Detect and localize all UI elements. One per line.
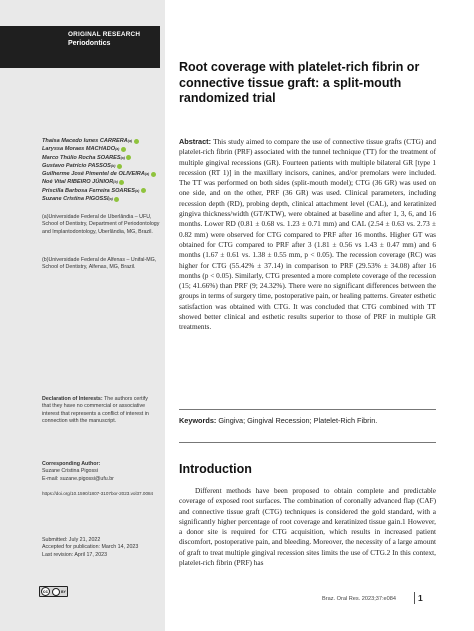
declaration-text: The authors certify that they have no commercial or associative interest that represents a conflict of interest in connection with the manuscript. <box>42 396 149 425</box>
orcid-icon[interactable] <box>151 172 156 177</box>
article-dates <box>42 537 160 559</box>
author-list <box>42 137 162 203</box>
abstract-label: Abstract: <box>179 137 212 146</box>
author-name: Priscilla Barbosa Ferreira SOARES <box>42 187 135 194</box>
author-item <box>42 170 162 178</box>
author-item <box>42 154 162 162</box>
orcid-icon[interactable] <box>119 180 124 185</box>
author-affiliation-marker: (b) <box>113 180 118 185</box>
orcid-icon[interactable] <box>126 155 131 160</box>
category-tab <box>0 26 160 68</box>
journal-citation: Braz. Oral Res. 2023;37:e084 <box>322 596 397 602</box>
author-affiliation-marker: (a) <box>134 188 140 193</box>
accepted-date: Accepted for publication: March 14, 2023 <box>42 544 139 551</box>
author-name: Laryssa Moraes MACHADO <box>42 146 116 153</box>
category-subject: Periodontics <box>68 40 111 47</box>
keywords-text: Gingiva; Gingival Recession; Platelet-Rich Fibrin. <box>216 416 378 425</box>
author-affiliation-marker: (a) <box>108 197 113 202</box>
article-title: Root coverage with platelet-rich fibrin or connective tissue graft: a split-mouth randomized trial <box>179 60 420 105</box>
cc-circle-icon: cc <box>42 589 48 594</box>
author-affiliation-marker: (a) <box>115 147 120 152</box>
author-name: Suzane Cristina PIGOSSI <box>42 196 109 203</box>
author-item <box>42 178 162 186</box>
author-item <box>42 137 162 145</box>
author-item <box>42 187 162 195</box>
introduction-text: Different methods have been proposed to obtain complete and predictable coverage of exposed root surfaces. The combination of coronally advanced flap (CAF) and connective tissue graft (CTG) techniques is considered the gold standard, with a significantly higher percentage of root coverage and keratinized tissue gain.1 However, a donor site is required for CTG acquisition, which results in increased patient discomfort, postoperative pain, and bleeding. Moreover, the necessity of a large amount of graft to treat multiple gingival recession sites limits the use of CTG.2 In this context, platelet-rich fibrin (PRF) has <box>179 486 436 568</box>
author-name: Guilherme José Pimentel de OLIVEIRA <box>42 171 145 178</box>
author-item <box>42 162 162 170</box>
author-affiliation-marker: (b) <box>110 163 116 168</box>
person-icon <box>52 588 60 596</box>
submitted-date: Submitted: July 21, 2022 <box>42 537 101 543</box>
author-name: Thaisa Macedo Iunes CARRERA <box>42 138 128 144</box>
orcid-icon[interactable] <box>121 147 126 152</box>
orcid-icon[interactable] <box>114 197 119 202</box>
divider <box>414 592 415 604</box>
corresponding-name: Suzane Cristina Pigossi <box>42 468 98 475</box>
keywords-label: Keywords: <box>179 416 217 425</box>
author-affiliation-marker: (a) <box>120 155 125 160</box>
declaration-label: Declaration of Interests: <box>42 396 103 402</box>
author-name: Noé Vital RIBEIRO JÚNIOR <box>42 179 114 186</box>
by-label: BY <box>61 589 66 594</box>
author-name: Gustavo Patrício PASSOS <box>42 162 111 169</box>
keywords <box>179 416 436 425</box>
divider <box>179 442 436 443</box>
introduction-heading: Introduction <box>179 462 252 476</box>
cc-by-icon[interactable] <box>39 586 68 597</box>
orcid-icon[interactable] <box>141 188 146 193</box>
author-affiliation-marker: (a) <box>144 172 150 177</box>
doi-link[interactable]: https://doi.org/10.1590/1807-3107bor-2023.vol37.0084 <box>42 491 154 496</box>
author-affiliation-marker: (a) <box>127 139 133 143</box>
corresponding-label: Corresponding Author: <box>42 461 101 467</box>
declaration-of-interests <box>42 396 158 426</box>
affiliation-b: (b)Universidade Federal de Alfenas – Unifal-MG, School of Dentistry, Alfenas, MG, Brazil. <box>42 257 157 271</box>
category-label: ORIGINAL RESEARCH <box>68 31 141 38</box>
abstract <box>179 137 436 333</box>
abstract-text: This study aimed to compare the use of connective tissue grafts (CTG) and platelet-rich fibrin (PRF) associated with the tunnel technique (TT) for the treatment of multiple gingival recessions (GR). Fourteen patients with multiple bilateral GR [type 1 recession (RT 1)] in the maxillary incisors, canines, and/or premolars were included. The TT was performed on both sides (split-mouth model); CTG (36 GR) was used on one side, and on the other, PRF (36 GR) was used. Clinical parameters, including recession depth (RD), probing depth, clinical attachment level (CAL), and keratinized gingiva thickness/width (GT/KTW), were obtained at baseline and after 1, 3, 6, and 16 months. Lower RD (0.81 ± 0.68 vs. 1.23 ± 0.71 mm) and CAL (2.54 ± 0.63 vs. 2.73 ± 0.82 mm) were observed for CTG compared to PRF after 16 months. Higher GT was obtained for CTG compared to PRF after 3 (1.81 ± 0.56 vs 1.43 ± 0.47 mm) and 6 months (1.67 ± 0.61 vs. 1.38 ± 0.55 mm, p < 0.05). The recession coverage (RC) was higher for CTG (55.42% ± 37.14) in comparison to PRF (29.53% ± 34.08) after 16 months (p < 0.05). Similarly, CTG presented a more complete coverage of the recession (15; 41.66%) than PRF (9; 24.32%). There were no significant differences between the groups in terms of surgery time, postoperative pain, or healing patterns. Greater esthetic satisfaction was obtained with CTG. It was concluded that CTG combined with TT showed better clinical and esthetic results superior to those of PRF in multiple GR treatments. <box>179 137 436 332</box>
divider <box>179 409 436 410</box>
author-item <box>42 145 162 153</box>
revision-date: Last revision: April 17, 2023 <box>42 551 108 558</box>
affiliation-a: (a)Universidade Federal de Uberlândia – UFU, School of Dentistry, Department of Periodontology and Implantodontology, Uberlândia, MG, Brazil. <box>42 214 160 235</box>
corresponding-email[interactable]: E-mail: suzane.pigossi@ufu.br <box>42 475 114 482</box>
page-number: 1 <box>418 593 423 603</box>
author-name: Marco Thúlio Rocha SOARES <box>42 154 121 161</box>
corresponding-author <box>42 461 158 483</box>
orcid-icon[interactable] <box>134 139 139 144</box>
author-item <box>42 195 162 203</box>
orcid-icon[interactable] <box>117 164 122 169</box>
